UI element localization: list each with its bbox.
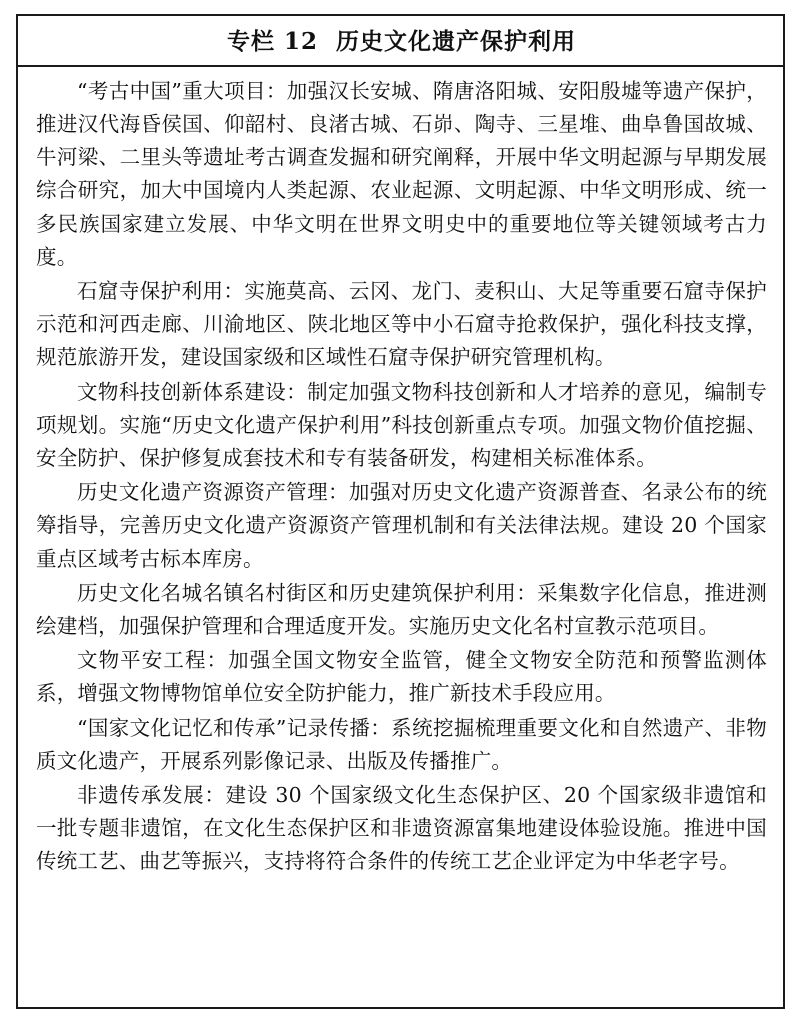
paragraph: 文物平安工程：加强全国文物安全监管，健全文物安全防范和预警监测体系，增强文物博物馆单位安全防护能力，推广新技术手段应用。 (36, 648, 767, 706)
box-title-number: 专栏 12 (226, 28, 318, 55)
paragraph: 非遗传承发展：建设 30 个国家级文化生态保护区、20 个国家级非遗馆和一批专题非遗馆，在文化生态保护区和非遗资源富集地建设体验设施。推进中国传统工艺、曲艺等振兴，支持将符合条件的传统工艺企业评定为中华老字号。 (36, 783, 767, 874)
paragraph: “考古中国”重大项目：加强汉长安城、隋唐洛阳城、安阳殷墟等遗产保护，推进汉代海昏侯国、仰韶村、良渚古城、石峁、陶寺、三星堆、曲阜鲁国故城、牛河梁、二里头等遗址考古调查发掘和研究阐释，开展中华文明起源与早期发展综合研究，加大中国境内人类起源、农业起源、文明起源、中华文明形成、统一多民族国家建立发展、中华文明在世界文明史中的重要地位等关键领域考古力度。 (36, 78, 767, 269)
paragraph: “国家文化记忆和传承”记录传播：系统挖掘梳理重要文化和自然遗产、非物质文化遗产，开展系列影像记录、出版及传播推广。 (36, 715, 767, 773)
paragraph: 历史文化遗产资源资产管理：加强对历史文化遗产资源普查、名录公布的统筹指导，完善历史文化遗产资源资产管理机制和有关法律法规。建设 20 个国家重点区域考古标本库房。 (36, 480, 767, 571)
feature-box (16, 14, 785, 1009)
paragraph: 石窟寺保护利用：实施莫高、云冈、龙门、麦积山、大足等重要石窟寺保护示范和河西走廊、川渝地区、陕北地区等中小石窟寺抢救保护，强化科技支撑，规范旅游开发，建设国家级和区域性石窟寺保护研究管理机构。 (36, 278, 767, 370)
paragraph: 历史文化名城名镇名村街区和历史建筑保护利用：采集数字化信息，推进测绘建档，加强保护管理和合理适度开发。实施历史文化名村宣教示范项目。 (36, 580, 767, 638)
paragraph: 文物科技创新体系建设：制定加强文物科技创新和人才培养的意见，编制专项规划。实施“历史文化遗产保护利用”科技创新重点专项。加强文物价值挖掘、安全防护、保护修复成套技术和专有装备研发，构建相关标准体系。 (36, 379, 767, 470)
title-divider (18, 65, 783, 67)
box-body (36, 75, 767, 879)
box-title-heading: 历史文化遗产保护利用 (336, 28, 576, 55)
box-title (36, 24, 767, 63)
